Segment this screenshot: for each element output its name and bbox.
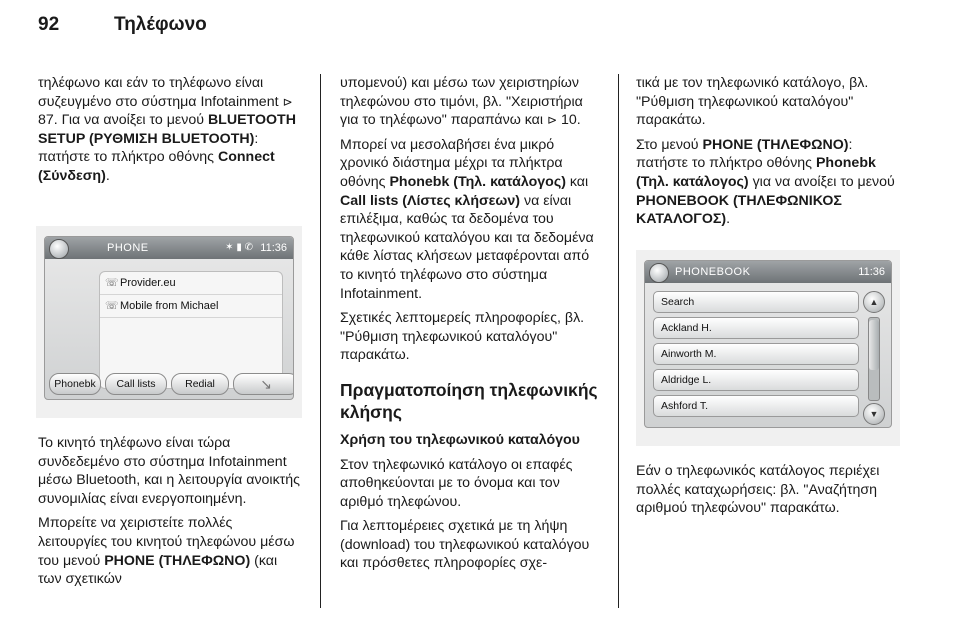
column-2 (340, 74, 602, 579)
paragraph: Μπορεί να μεσολαβήσει ένα μικρό χρονικό διάστημα μέχρι τα πλήκτρα οθόνης Phonebk (Τηλ. κατάλογος) και Call lists (Λίστες κλήσεων) να είναι επιλέξιμα, καθώς τα δεδομένα του τηλεφωνικού καταλόγου και τα δεδομένα κάθε λίστας κλήσεων μεταφέρονται από το κινητό τηλέφωνο στο σύστημα Infotainment. (340, 136, 594, 302)
call-lists-screen-button: Call lists (105, 373, 167, 395)
column-1 (38, 74, 300, 192)
column-3 (636, 74, 898, 235)
home-icon (49, 239, 69, 259)
list-item: ☏ Provider.eu (100, 272, 282, 295)
search-screen-button: Search (653, 291, 859, 313)
paragraph: Σχετικές λεπτομερείς πληροφορίες, βλ. "Ρύθμιση τηλεφωνικού καταλόγου" παρακάτω. (340, 310, 585, 364)
section-heading: Πραγματοποίηση τηλεφωνικής κλήσης (340, 379, 598, 422)
phonebook-screen-illustration (636, 250, 900, 446)
column-1-lower (38, 434, 300, 595)
paragraph: Στο μενού PHONE (ΤΗΛΕΦΩΝΟ): πατήστε το πλήκτρο οθόνης Phonebk (Τηλ. κατάλογος) για να ανοίξει το μενού PHONEBOOK (ΤΗΛΕΦΩΝΙΚΟΣ ΚΑΤΑΛΟΓΟΣ). (636, 136, 895, 228)
screen-button-row (49, 373, 289, 395)
phonebk-screen-button: Phonebk (49, 373, 101, 395)
call-list-box (99, 271, 283, 389)
scrollbar (863, 291, 885, 425)
phonebook-list (653, 291, 859, 421)
scroll-thumb (869, 320, 879, 370)
list-item: Ainworth M. (653, 343, 859, 365)
paragraph: Για λεπτομέρειες σχετικά με τη λήψη (download) του τηλεφωνικού καταλόγου και πρόσθετες πληροφορίες σχε- (340, 518, 590, 572)
chevron-up-icon: ▲ (863, 291, 885, 313)
list-item: ☏ Mobile from Michael (100, 295, 282, 318)
display-screen (44, 236, 294, 400)
page-title: Τηλέφωνο (114, 14, 207, 35)
chevron-down-icon: ▼ (863, 403, 885, 425)
paragraph: τικά με τον τηλεφωνικό κατάλογο, βλ. "Ρύθμιση τηλεφωνικού καταλόγου" παρακάτω. (636, 75, 869, 129)
list-item: Aldridge L. (653, 369, 859, 391)
paragraph: τηλέφωνο και εάν το τηλέφωνο είναι συζευγμένο στο σύστημα Infotainment ⊳ 87. Για να ανοίξει το μενού BLUETOOTH SETUP (ΡΥΘΜΙΣΗ BLUETOOTH): πατήστε το πλήκτρο οθόνης Connect (Σύνδεση). (38, 75, 296, 184)
column-3-lower (636, 462, 898, 524)
list-item: Ashford T. (653, 395, 859, 417)
list-item: Ackland H. (653, 317, 859, 339)
hangup-icon: ↘ (233, 373, 294, 395)
display-screen (644, 260, 892, 428)
arrow-ref-icon: ⊳ (546, 113, 558, 128)
status-icons: ✶ ▮ ✆ (225, 242, 253, 253)
redial-screen-button: Redial (171, 373, 229, 395)
paragraph: Το κινητό τηλέφωνο είναι τώρα συνδεδεμένο στο σύστημα Infotainment μέσω Bluetooth, και η λειτουργία ανοικτής συνομιλίας είναι ενεργοποιημένη. (38, 435, 301, 507)
home-icon (649, 263, 669, 283)
screen-header: PHONEBOOK 11:36 (645, 261, 891, 283)
subsection-heading: Χρήση του τηλεφωνικού καταλόγου (340, 431, 580, 448)
screen-header: PHONE ✶ ▮ ✆ 11:36 (45, 237, 293, 259)
column-divider (618, 74, 619, 608)
page-number: 92 (38, 14, 60, 35)
paragraph: Μπορείτε να χειριστείτε πολλές λειτουργίες του κινητού τηλεφώνου μέσω του μενού PHONE (ΤΗΛΕΦΩΝΟ) (και των σχετικών (38, 515, 295, 588)
paragraph: υπομενού) και μέσω των χειριστηρίων τηλεφώνου στο τιμόνι, βλ. "Χειριστήρια για το τηλέφωνο" παραπάνω και ⊳ 10. (340, 75, 583, 129)
phone-icon: ☏ (105, 277, 119, 289)
phone-icon: ☏ (105, 300, 119, 312)
scroll-track (868, 317, 880, 401)
arrow-ref-icon: ⊳ (282, 94, 293, 109)
column-divider (320, 74, 321, 608)
phone-screen-illustration (36, 226, 302, 418)
paragraph: Εάν ο τηλεφωνικός κατάλογος περιέχει πολλές καταχωρήσεις: βλ. "Αναζήτηση αριθμού τηλεφώνου" παρακάτω. (636, 463, 880, 517)
paragraph: Στον τηλεφωνικό κατάλογο οι επαφές αποθηκεύονται με το όνομα και τον αριθμό τηλεφώνου. (340, 456, 573, 510)
